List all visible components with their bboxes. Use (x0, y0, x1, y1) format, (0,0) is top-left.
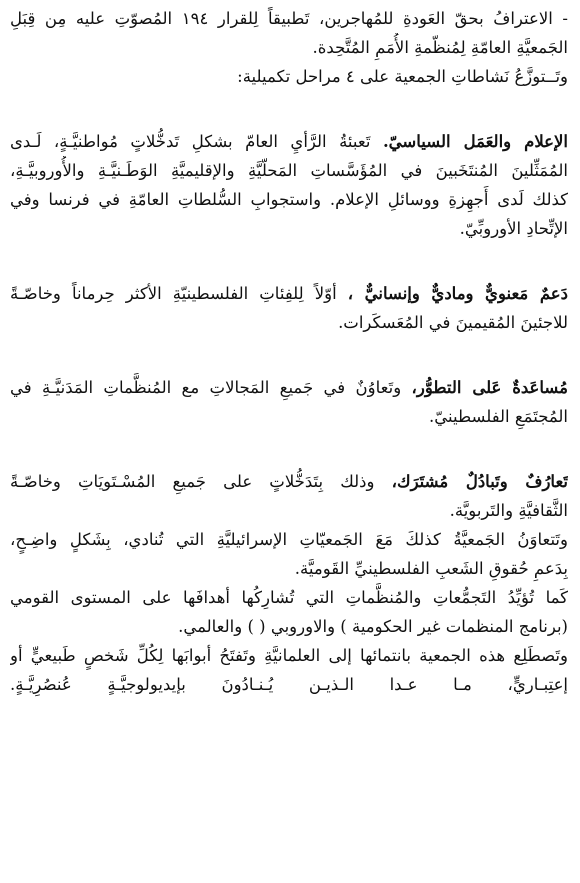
section-exchange-first-line (10, 467, 568, 496)
section-media-line-4: الإتِّحادِ الأوروبِّيّ. (459, 219, 568, 238)
section-media-line-3: كذلك لَدى أَجهِزةِ ووسائلِ الإعلام. واستجوابِ السُّلطاتِ العامّةِ في فرنسا وفي (10, 190, 568, 209)
section-exchange-line-4: بِدَعمِ حُقوقِ الشَعبِ الفلسطينيِّ القَوميَّة. (294, 559, 568, 578)
section-support-first-line (10, 279, 568, 308)
section-exchange-line-2: الثَّقافيَّةِ والتَربويَّة. (449, 501, 568, 520)
section-development-heading: مُساعَدةٌ عَلى التطوُّر، (411, 378, 568, 397)
section-exchange-line-5: كَما تُؤيِّدُ التَجمُّعاتِ والمُنظَّماتِ التي تُشارِكُها أهدافَها على المستوى القومي (10, 588, 568, 607)
intro-line-3: وتَــتوزَّعُ نَشاطاتِ الجمعية على ٤ مراحل تكميلية: (237, 67, 568, 86)
section-support-line-1: أوّلاً لِلفِئاتِ الفلسطينيّةِ الأكثر حِرماناً وخاصّـةً (10, 284, 337, 303)
section-support-line-2: للاجئينَ المُقيمينَ في المُعَسكَرات. (338, 313, 568, 332)
section-exchange-line-8: إعتِبـاريٍّ، مـا عـدا الـذيـن يُـنـادُونَ بإيديولوجيَّـةٍ عُنصُرِيَّـةٍ. (10, 675, 568, 694)
section-exchange-line-3: وتَتعاوَنُ الجَمعيَّةُ كذلكَ مَعَ الجَمعيّاتِ الإسرائيليَّةِ التي تُنادي، بِشَكلٍ واضِـحٍ، (10, 530, 568, 549)
section-media-line-2: المُمَثِّلينَ المُنتَخَبينَ في المُؤَسَّساتِ المَحلّيَّةِ والإقليميَّةِ الوَطَـنيَّـةِ والأُوروبيَّـةِ، (10, 161, 568, 180)
section-development-first-line (10, 373, 568, 402)
section-media-line-1: تَعبئةُ الرَّأيِ العامّ بشكلِ تَدخُّلاتٍ مُواطنيَّـةٍ، لَـدى (10, 132, 371, 151)
intro-line-2: الجَمعيَّةِ العامّةِ لِمُنظّمةِ الأُمَمِ المُتَّحِدة. (312, 38, 568, 57)
section-support-heading: دَعمٌ مَعنويٌّ وماديٌّ وإنسانيٌّ ، (347, 284, 568, 303)
section-exchange-line-6: (برنامج المنظمات غير الحكومية ) والاوروبي ( ) والعالمي. (178, 617, 568, 636)
section-development-line-1: وتَعاوُنٌ في جَميعِ المَجالاتِ مع المُنظَّماتِ المَدَنيَّـةِ في (10, 378, 402, 397)
section-media-first-line (10, 127, 568, 156)
section-media-heading: الإعلام والعَمَل السياسيّ. (382, 132, 568, 151)
section-exchange-heading: تَعارُفٌ وتَبادُلٌ مُشتَرَك، (391, 472, 568, 491)
intro-line-1: - الاعترافُ بحقّ العَودةِ للمُهاجرين، تَطبيقاً لِلقرار ١٩٤ المُصوّتِ عليه مِن قِبَلِ (10, 9, 568, 28)
section-exchange-line-1: وذلك بِتَدَخُّلاتٍ على جَميعِ المُسْـتَويَاتِ وخاصّـةً (10, 472, 375, 491)
section-exchange-line-7: وتَصطَلِع هذه الجمعية بانتمائها إلى العلمانيَّةِ وتَفتَحُ أبوابَها لِكُلِّ شَخصٍ طَبيعيٍّ أو (10, 646, 568, 665)
section-development-line-2: المُجتَمَعِ الفلسطينيّ. (429, 407, 568, 426)
